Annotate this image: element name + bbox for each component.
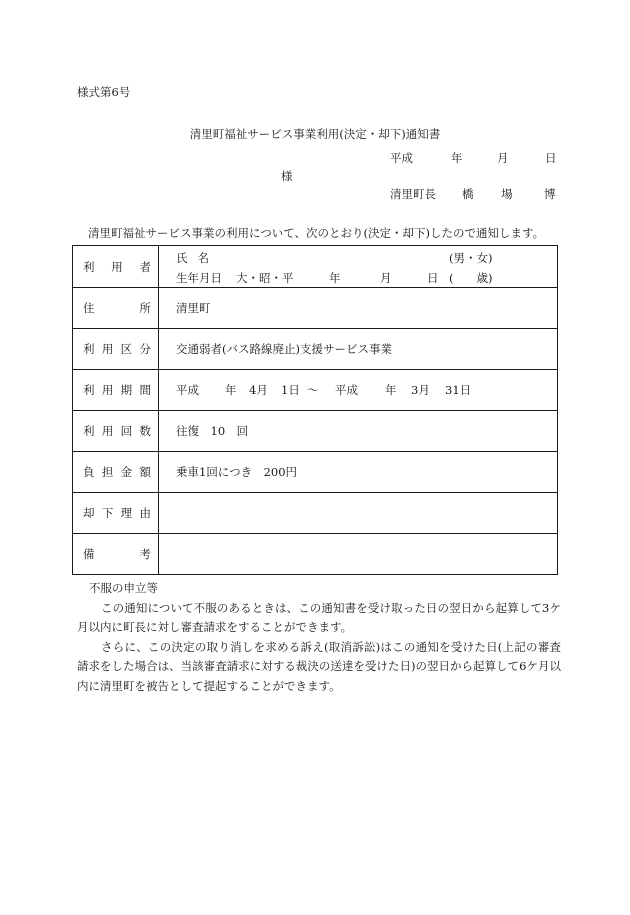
notification-table: [72, 245, 558, 575]
category-value: 交通弱者(バス路線廃止)支援サービス事業: [176, 342, 392, 356]
fee-value: 乗車1回につき 200円: [176, 465, 298, 479]
date-day-unit: 日: [545, 151, 557, 165]
table-row-rejection: [73, 493, 558, 534]
user-info-cell[interactable]: [159, 246, 558, 288]
age-field[interactable]: ( 歳): [449, 271, 493, 285]
table-row-period: [73, 370, 558, 411]
remarks-field[interactable]: [159, 534, 558, 575]
period-start-day: 1日: [281, 383, 300, 397]
intro-text: 清里町福祉サービス事業の利用について、次のとおり(決定・却下)したので通知します。: [88, 226, 545, 240]
addressee-suffix: 様: [281, 169, 293, 183]
period-start-month: 4月: [249, 383, 268, 397]
issuer-name: 橋 場: [462, 187, 525, 201]
name-label: 氏名: [176, 251, 219, 265]
period-end-year: 年: [385, 383, 397, 397]
table-row-user: [73, 246, 558, 288]
date-year-unit: 年: [451, 151, 463, 165]
period-start-era: 平成: [176, 383, 199, 397]
period-start-year: 年: [225, 383, 237, 397]
label-rejection: [73, 493, 159, 534]
label-user: [73, 246, 159, 288]
table-row-count: [73, 411, 558, 452]
notes-paragraph-2: さらに、この決定の取り消しを求める訴え(取消訴訟)はこの通知を受けた日(上記の審査請求をした場合は、当該審査請求に対する裁決の送達を受けた日)の翌日から起算して6ケ月以内に清里町を被告として提起することができます。: [77, 639, 561, 693]
label-char: 用: [101, 342, 114, 356]
category-field[interactable]: [159, 329, 558, 370]
label-char: 由: [139, 506, 151, 520]
label-char: 用: [101, 424, 114, 438]
table-row-address: [73, 288, 558, 329]
label-char: 下: [101, 506, 114, 520]
label-char: 負: [83, 465, 95, 479]
table-row-category: [73, 329, 558, 370]
fee-field[interactable]: [159, 452, 558, 493]
birth-label: 生年月日: [176, 271, 222, 285]
label-char: 間: [139, 383, 151, 397]
issuer-name-given: 博: [544, 187, 556, 201]
label-char: 備: [83, 547, 95, 561]
birth-month-unit: 月: [380, 271, 392, 285]
label-char: 考: [139, 547, 151, 561]
label-char: 金: [120, 465, 133, 479]
appeal-notes: [77, 579, 561, 696]
label-char: 住: [83, 301, 95, 315]
birth-day-unit: 日: [427, 271, 439, 285]
notes-heading: 不服の申立等: [89, 581, 158, 595]
label-char: 理: [120, 506, 133, 520]
label-char: 額: [139, 465, 151, 479]
birth-era-options[interactable]: 大・昭・平: [236, 271, 294, 285]
label-char: 用: [111, 259, 123, 274]
label-char: 利: [83, 424, 95, 438]
label-char: 者: [139, 259, 151, 274]
table-row-fee: [73, 452, 558, 493]
address-field[interactable]: [159, 288, 558, 329]
document-title: 清里町福祉サービス事業利用(決定・却下)通知書: [189, 127, 441, 141]
count-field[interactable]: [159, 411, 558, 452]
period-tilde: ～: [307, 383, 319, 397]
label-fee: [73, 452, 159, 493]
label-char: 回: [120, 424, 133, 438]
label-char: 利: [83, 342, 95, 356]
label-count: [73, 411, 159, 452]
table-row-remarks: [73, 534, 558, 575]
label-char: 数: [139, 424, 151, 438]
label-char: 利: [83, 383, 95, 397]
address-value: 清里町: [176, 301, 211, 315]
period-end-era: 平成: [335, 383, 358, 397]
label-char: 用: [101, 383, 114, 397]
sex-selector[interactable]: (男・女): [449, 251, 493, 265]
label-remarks: [73, 534, 159, 575]
label-char: 分: [139, 342, 151, 356]
label-address: [73, 288, 159, 329]
label-char: 担: [101, 465, 114, 479]
issuer-title: 清里町長: [390, 187, 436, 201]
birth-year-unit: 年: [329, 271, 341, 285]
label-char: 所: [139, 301, 151, 315]
label-period: [73, 370, 159, 411]
rejection-reason-field[interactable]: [159, 493, 558, 534]
label-char: 却: [83, 506, 95, 520]
label-char: 区: [120, 342, 133, 356]
date-month-unit: 月: [497, 151, 509, 165]
period-field[interactable]: [159, 370, 558, 411]
period-end-day: 31日: [445, 383, 472, 397]
label-char: 期: [120, 383, 133, 397]
notes-paragraph-1: この通知について不服のあるときは、この通知書を受け取った日の翌日から起算して3ケ月以内に町長に対し審査請求をすることができます。: [77, 600, 561, 634]
label-char: 利: [83, 259, 95, 274]
label-category: [73, 329, 159, 370]
period-end-month: 3月: [411, 383, 430, 397]
count-value: 往復 10 回: [176, 424, 249, 438]
form-number: 様式第6号: [77, 85, 131, 99]
date-era: 平成: [390, 151, 413, 165]
